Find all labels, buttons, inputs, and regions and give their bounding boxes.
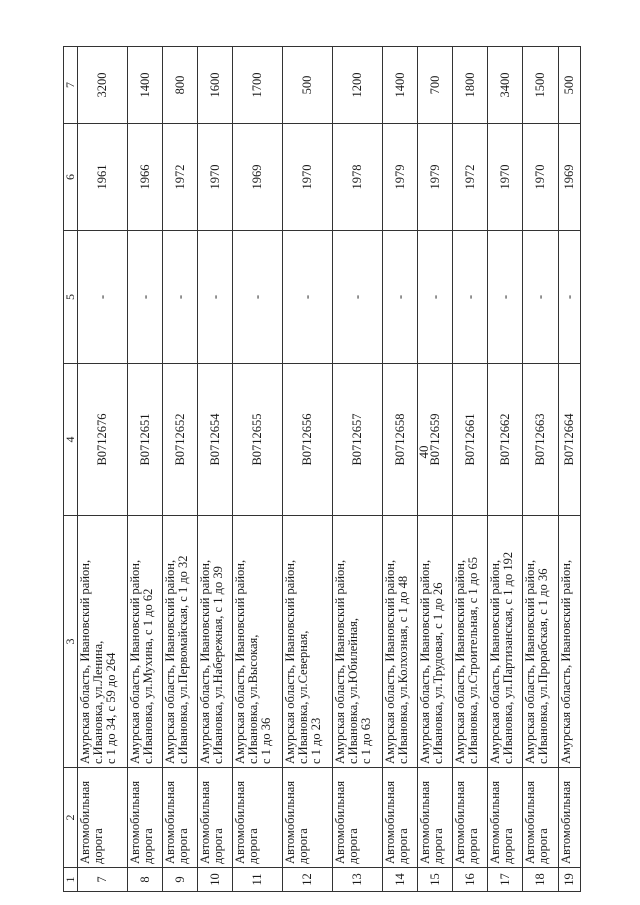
column-5-value: - [453,231,488,364]
row-number: 19 [558,868,581,892]
year-value: 1970 [198,124,233,231]
column-5-value: - [283,231,333,364]
column-5-value: - [418,231,453,364]
row-number: 12 [283,868,333,892]
object-address: Амурская область, Ивановский район, с.Ивановка, ул.Набережная, с 1 до 39 [198,516,233,768]
page-number: 40 [416,445,431,459]
object-address: Амурская область, Ивановский район, с.Ивановка, ул.Юбилейная, с 1 до 63 [333,516,383,768]
year-value: 1970 [488,124,523,231]
row-number: 18 [523,868,558,892]
length-value: 3400 [488,47,523,124]
table-row [523,47,558,892]
cadastral-code: В0712654 [198,364,233,516]
cadastral-code: В0712676 [78,364,128,516]
object-address: Амурская область, Ивановский район, [558,516,581,768]
row-number: 9 [163,868,198,892]
length-value: 1800 [453,47,488,124]
object-type: Автомобильная дорога [283,768,333,868]
column-5-value: - [488,231,523,364]
col-header: 7 [64,47,78,124]
length-value: 1600 [198,47,233,124]
length-value: 500 [558,47,581,124]
table-row [78,47,128,892]
object-address: Амурская область, Ивановский район, с.Ивановка, ул.Строительная, с 1 до 65 [453,516,488,768]
cadastral-code: В0712651 [127,364,162,516]
object-type: Автомобильная дорога [78,768,128,868]
object-type: Автомобильная дорога [233,768,283,868]
cadastral-code: В0712656 [283,364,333,516]
table-row [383,47,418,892]
length-value: 500 [283,47,333,124]
object-type: Автомобильная [558,768,581,868]
column-5-value: - [127,231,162,364]
object-address: Амурская область, Ивановский район, с.Ивановка, ул.Ленина, с 1 до 34, с 59 до 264 [78,516,128,768]
table-row [233,47,283,892]
column-5-value: - [333,231,383,364]
cadastral-code: В0712659 [418,364,453,516]
table-row [283,47,333,892]
rotated-table-frame [63,47,581,892]
col-header: 3 [64,516,78,768]
column-5-value: - [383,231,418,364]
cadastral-code: В0712657 [333,364,383,516]
table-row [333,47,383,892]
year-value: 1966 [127,124,162,231]
year-value: 1969 [558,124,581,231]
row-number: 8 [127,868,162,892]
row-number: 10 [198,868,233,892]
row-number: 15 [418,868,453,892]
table-row [418,47,453,892]
object-address: Амурская область, Ивановский район, с.Ивановка, ул.Прорабская, с 1 до 36 [523,516,558,768]
length-value: 1200 [333,47,383,124]
year-value: 1961 [78,124,128,231]
object-address: Амурская область, Ивановский район, с.Ивановка, ул.Северная, с 1 до 23 [283,516,333,768]
object-type: Автомобильная дорога [383,768,418,868]
length-value: 1400 [127,47,162,124]
roads-table [63,46,581,892]
col-header: 5 [64,231,78,364]
table-row [558,47,581,892]
cadastral-code: В0712662 [488,364,523,516]
year-value: 1979 [383,124,418,231]
table-row [453,47,488,892]
column-5-value: - [523,231,558,364]
col-header: 6 [64,124,78,231]
cadastral-code: В0712664 [558,364,581,516]
col-header: 2 [64,768,78,868]
object-address: Амурская область, Ивановский район, с.Ивановка, ул.Колхозная, с 1 до 48 [383,516,418,768]
year-value: 1969 [233,124,283,231]
object-type: Автомобильная дорога [163,768,198,868]
object-address: Амурская область, Ивановский район, с.Ивановка, ул.Мухина, с 1 до 62 [127,516,162,768]
object-type: Автомобильная дорога [453,768,488,868]
object-type: Автомобильная дорога [198,768,233,868]
row-number: 11 [233,868,283,892]
table-row [198,47,233,892]
object-address: Амурская область, Ивановский район, с.Ивановка, ул.Первомайская, с 1 до 32 [163,516,198,768]
cadastral-code: В0712652 [163,364,198,516]
year-value: 1970 [523,124,558,231]
row-number: 17 [488,868,523,892]
table-row [163,47,198,892]
object-type: Автомобильная дорога [523,768,558,868]
object-type: Автомобильная дорога [127,768,162,868]
column-5-value: - [198,231,233,364]
object-type: Автомобильная дорога [488,768,523,868]
table-row [127,47,162,892]
col-header: 1 [64,868,78,892]
year-value: 1979 [418,124,453,231]
cadastral-code: В0712658 [383,364,418,516]
table-container [63,47,581,892]
column-5-value: - [558,231,581,364]
length-value: 1500 [523,47,558,124]
year-value: 1978 [333,124,383,231]
year-value: 1972 [163,124,198,231]
row-number: 13 [333,868,383,892]
object-address: Амурская область, Ивановский район, с.Ивановка, ул.Партизанская, с 1 до 192 [488,516,523,768]
row-number: 14 [383,868,418,892]
length-value: 3200 [78,47,128,124]
length-value: 700 [418,47,453,124]
object-address: Амурская область, Ивановский район, с.Ивановка, ул.Трудовая, с 1 до 26 [418,516,453,768]
column-5-value: - [163,231,198,364]
cadastral-code: В0712655 [233,364,283,516]
length-value: 1400 [383,47,418,124]
year-value: 1970 [283,124,333,231]
column-5-value: - [78,231,128,364]
object-type: Автомобильная дорога [418,768,453,868]
year-value: 1972 [453,124,488,231]
row-number: 16 [453,868,488,892]
row-number: 7 [78,868,128,892]
length-value: 1700 [233,47,283,124]
column-5-value: - [233,231,283,364]
col-header: 4 [64,364,78,516]
cadastral-code: В0712663 [523,364,558,516]
object-type: Автомобильная дорога [333,768,383,868]
table-row [488,47,523,892]
header-row [64,47,78,892]
object-address: Амурская область, Ивановский район, с.Ивановка, ул.Высокая, с 1 до 36 [233,516,283,768]
cadastral-code: В0712661 [453,364,488,516]
length-value: 800 [163,47,198,124]
